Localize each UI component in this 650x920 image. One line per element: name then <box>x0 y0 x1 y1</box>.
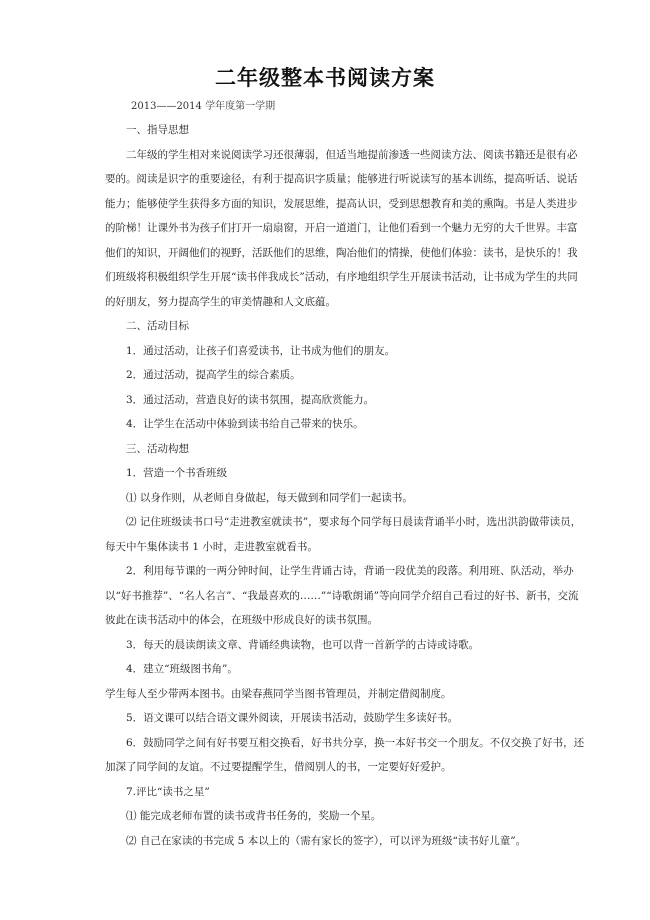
list-item: 4．建立“班级图书角”。 <box>126 663 238 675</box>
section-heading: 一、指导思想 <box>126 124 189 136</box>
list-item: 1．营造一个书香班级 <box>126 467 228 479</box>
list-item: 2．利用每节课的一两分钟时间，让学生背诵古诗，背诵一段优美的段落。利用班、队活动，举办以“好书推荐”、“名人名言”、“我最喜欢的……”“诗歌朗诵”等向同学介绍自己看过的好书、新书，交流彼此在读书活动中的体会，在班级中形成良好的读书氛围。 <box>105 565 579 626</box>
section-heading: 三、活动构想 <box>126 442 189 455</box>
list-item: 学生每人至少带两本图书。由梁春燕同学当图书管理员，并制定借阅制度。 <box>105 687 452 700</box>
list-item: 1．通过活动，让孩子们喜爱读书，让书成为他们的朋友。 <box>126 344 396 357</box>
list-item: 2．通过活动，提高学生的综合素质。 <box>126 369 301 381</box>
document-body <box>105 118 585 853</box>
list-item: 4．让学生在活动中体验到读书给自己带来的快乐。 <box>126 418 364 430</box>
paragraph: 二年级的学生相对来说阅读学习还很薄弱，但适当地提前渗透一些阅读方法、阅读书籍还是很有必要的。阅读是识字的重要途径，有利于提高识字质量；能够进行听说读写的基本训练，提高听话、说话能力；能够使学生获得多方面的知识，发展思维，提高认识，受到思想教育和美的熏陶。书是人类进步的阶梯！让课外书为孩子们打开一扇扇窗，开启一道道门，让他们看到一个魅力无穷的大千世界。丰富他们的知识，开阔他们的视野，活跃他们的思维，陶冶他们的情操，使他们体验：读书，是快乐的！我们班级将积极组织学生开展“读书伴我成长”活动，有序地组织学生开展读书活动，让书成为学生的共同的好朋友，努力提高学生的审美情趣和人文底蕴。 <box>105 148 578 308</box>
list-item: 5．语文课可以结合语文课外阅读，开展读书活动，鼓励学生多读好书。 <box>126 712 459 724</box>
list-item: ⑴ 能完成老师布置的读书或背书任务的，奖励一个星。 <box>126 810 382 822</box>
list-item: 7.评比“读书之星” <box>126 785 210 798</box>
document-subtitle: 2013——2014 学年度第一学期 <box>131 101 276 112</box>
list-item: 3．每天的晨读朗读文章、背诵经典读物，也可以背一首新学的古诗或诗歌。 <box>126 638 480 651</box>
list-item: ⑵ 记住班级读书口号“走进教室就读书”，要求每个同学每日晨读背诵半小时，选出洪韵做带读员，每天中午集体读书 1 小时，走进教室就看书。 <box>105 516 582 553</box>
list-item: ⑵ 自己在家读的书完成 5 本以上的（需有家长的签字），可以评为班级“读书好儿童”。 <box>126 834 527 847</box>
list-item: 6．鼓励同学之间有好书要互相交换看，好书共分享，换一本好书交一个朋友。不仅交换了好书，还加深了同学间的友谊。不过要提醒学生，借阅别人的书，一定要好好爱护。 <box>105 736 585 773</box>
list-item: 3．通过活动，营造良好的读书氛围，提高欣赏能力。 <box>126 393 375 406</box>
list-item: ⑴ 以身作则，从老师自身做起，每天做到和同学们一起读书。 <box>126 491 413 504</box>
document-title: 二年级整本书阅读方案 <box>215 66 435 90</box>
section-heading: 二、活动目标 <box>126 320 189 332</box>
